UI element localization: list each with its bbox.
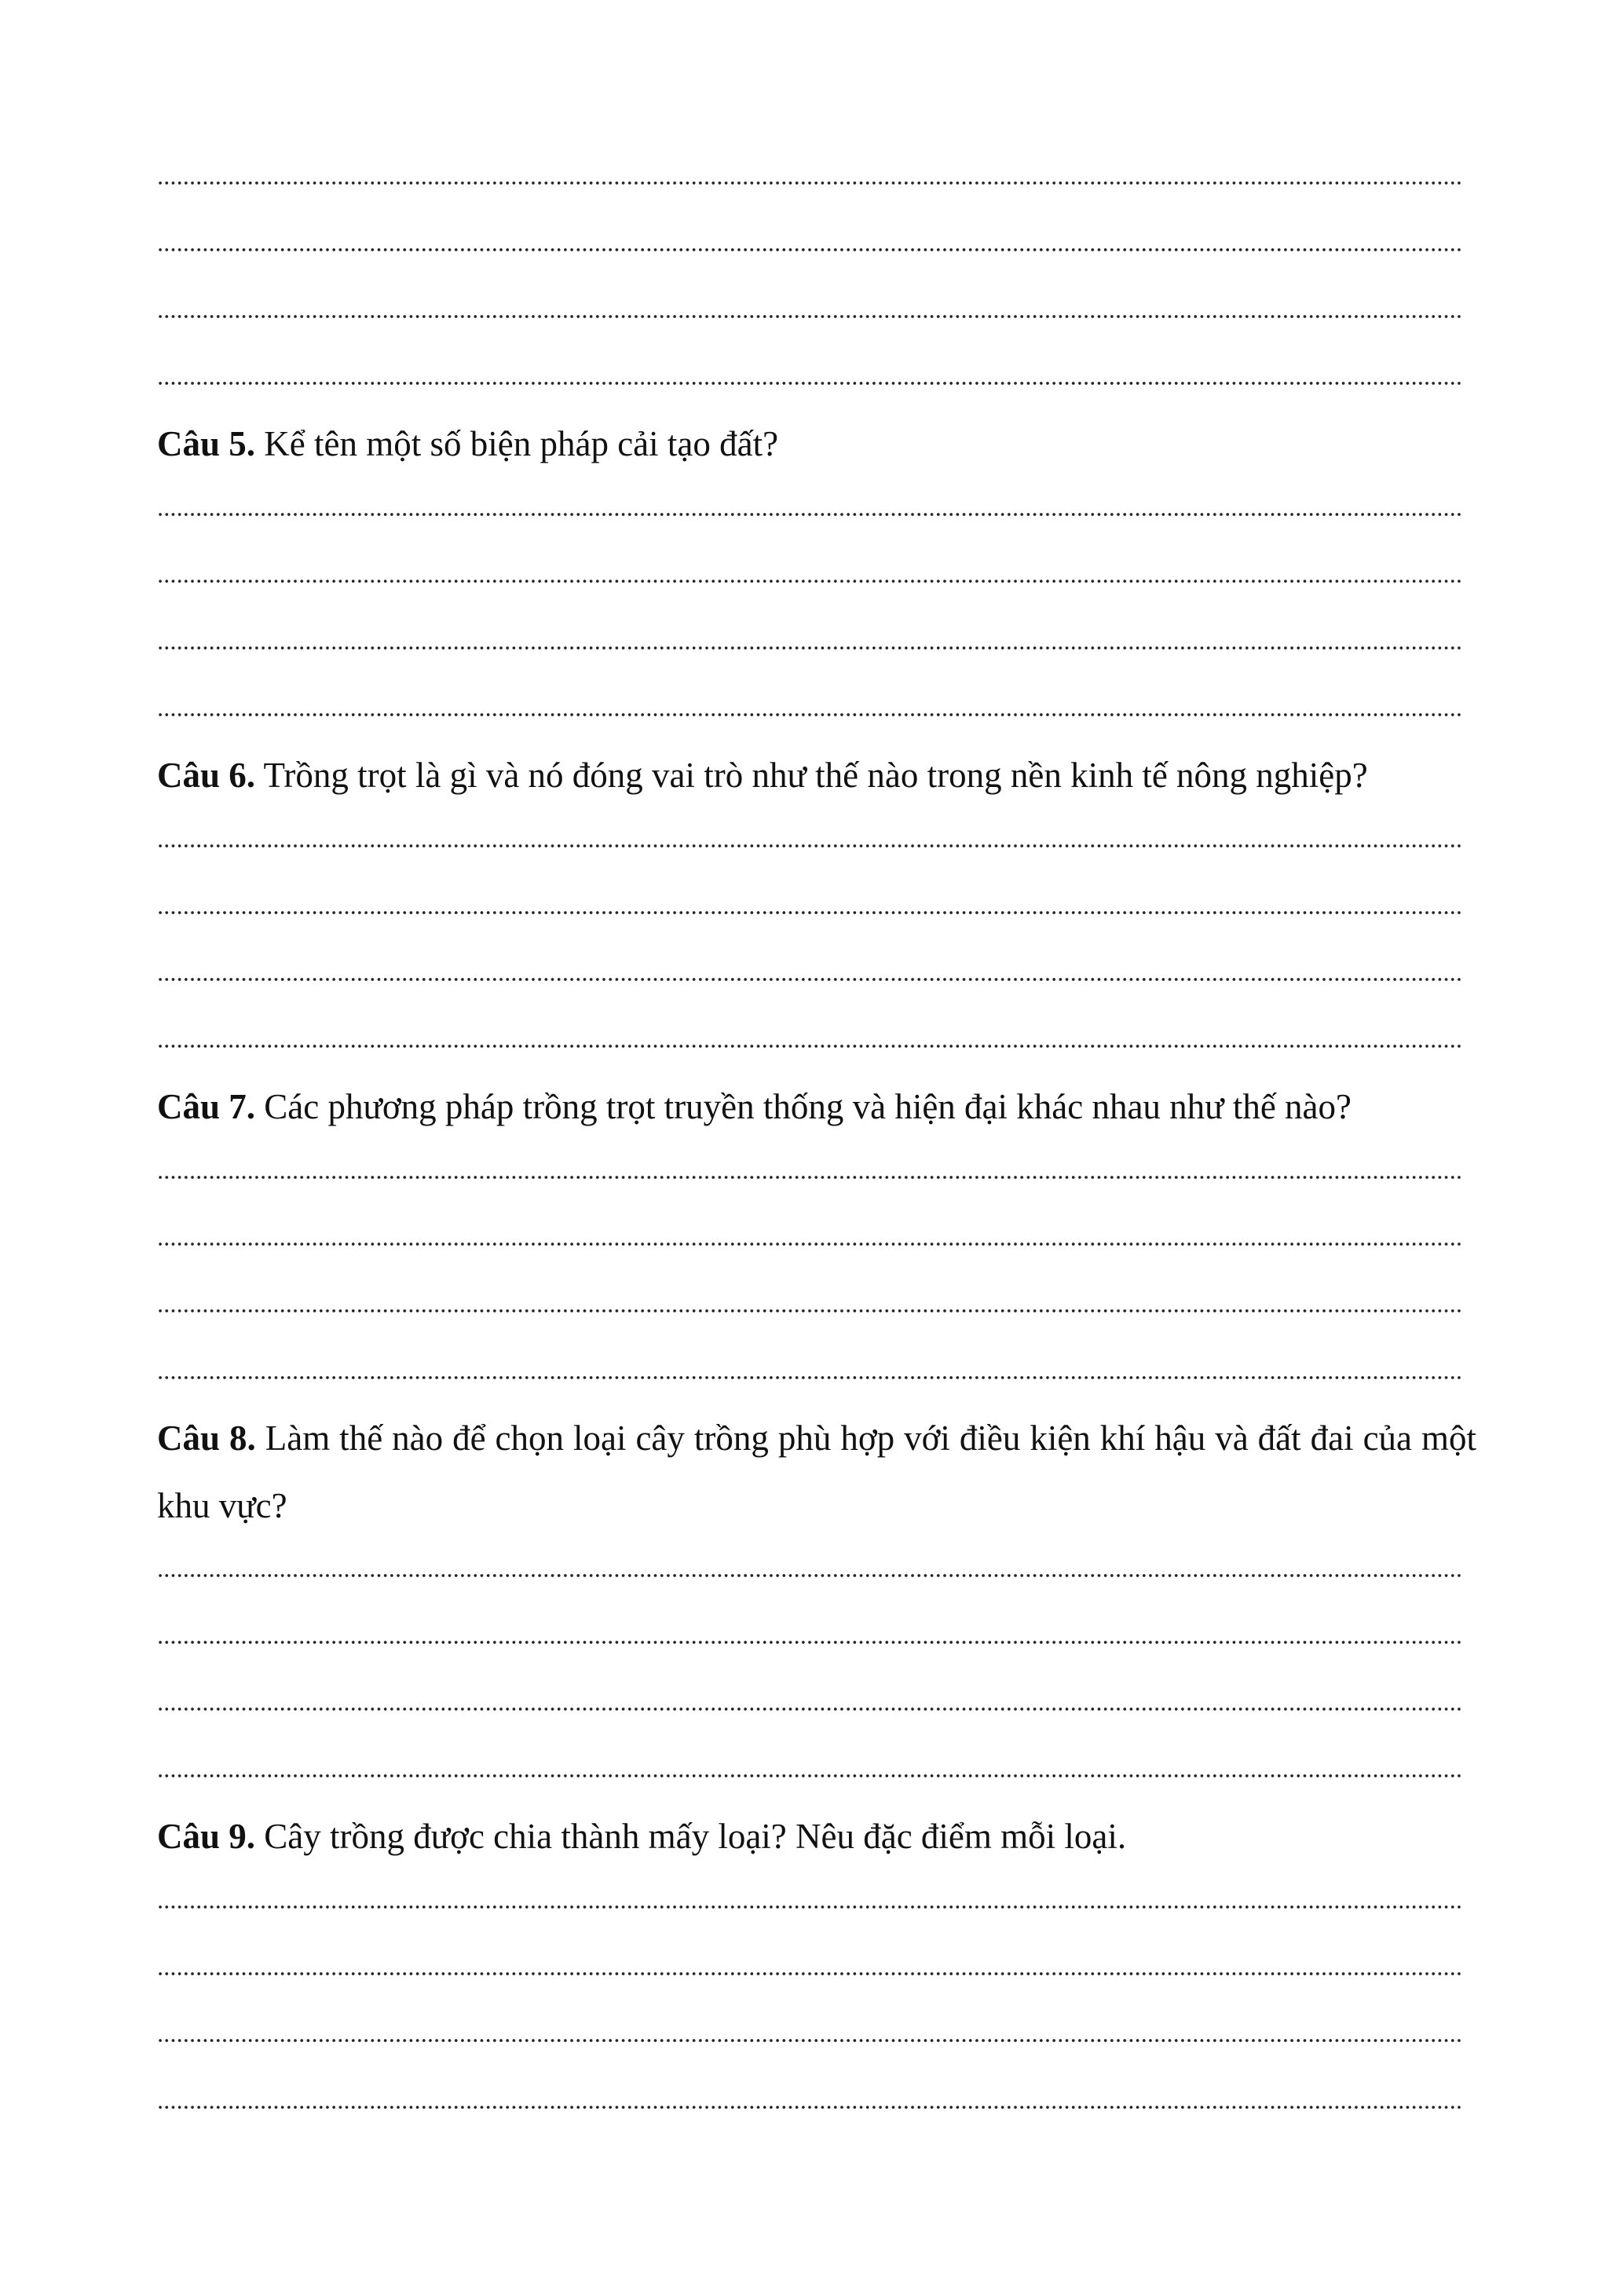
answer-line — [157, 1042, 1461, 1050]
answer-line — [157, 577, 1461, 585]
answer-line — [157, 1240, 1461, 1248]
answer-line — [157, 711, 1461, 719]
question-number: Câu 6. — [157, 756, 256, 795]
question-8 — [157, 1404, 1476, 1539]
question-6 — [157, 741, 1476, 809]
question-text: Kể tên một số biện pháp cải tạo đất? — [255, 424, 779, 463]
answer-line — [157, 379, 1461, 387]
answer-line — [157, 1572, 1461, 1579]
answer-line — [157, 1638, 1461, 1646]
answer-line — [157, 1173, 1461, 1181]
answer-line — [157, 909, 1461, 917]
answer-line — [157, 1705, 1461, 1713]
answer-line — [157, 313, 1461, 320]
answer-line — [157, 842, 1461, 850]
question-text: Trồng trọt là gì và nó đóng vai trò như thế nào trong nền kinh tế nông nghiệp? — [255, 756, 1368, 795]
answer-line — [157, 644, 1461, 652]
question-text: Các phương pháp trồng trọt truyền thống và hiện đại khác nhau như thế nào? — [255, 1087, 1352, 1126]
answer-line — [157, 2037, 1461, 2044]
question-5 — [157, 410, 1476, 478]
question-number: Câu 8. — [157, 1418, 256, 1458]
answer-line — [157, 1374, 1461, 1382]
answer-line — [157, 1772, 1461, 1780]
answer-line — [157, 179, 1461, 187]
question-number: Câu 7. — [157, 1087, 256, 1126]
answer-line — [157, 246, 1461, 254]
question-9 — [157, 1803, 1476, 1870]
question-number: Câu 9. — [157, 1817, 256, 1856]
question-7 — [157, 1073, 1476, 1140]
answer-line — [157, 975, 1461, 983]
question-text: Làm thế nào để chọn loại cây trồng phù hợp với điều kiện khí hậu và đất đai của một khu vực? — [157, 1418, 1477, 1525]
answer-line — [157, 511, 1461, 518]
question-text: Cây trồng được chia thành mấy loại? Nêu đặc điểm mỗi loại. — [255, 1817, 1127, 1856]
answer-line — [157, 1307, 1461, 1315]
question-number: Câu 5. — [157, 424, 256, 463]
answer-line — [157, 1903, 1461, 1911]
answer-line — [157, 1970, 1461, 1978]
answer-line — [157, 2103, 1461, 2111]
